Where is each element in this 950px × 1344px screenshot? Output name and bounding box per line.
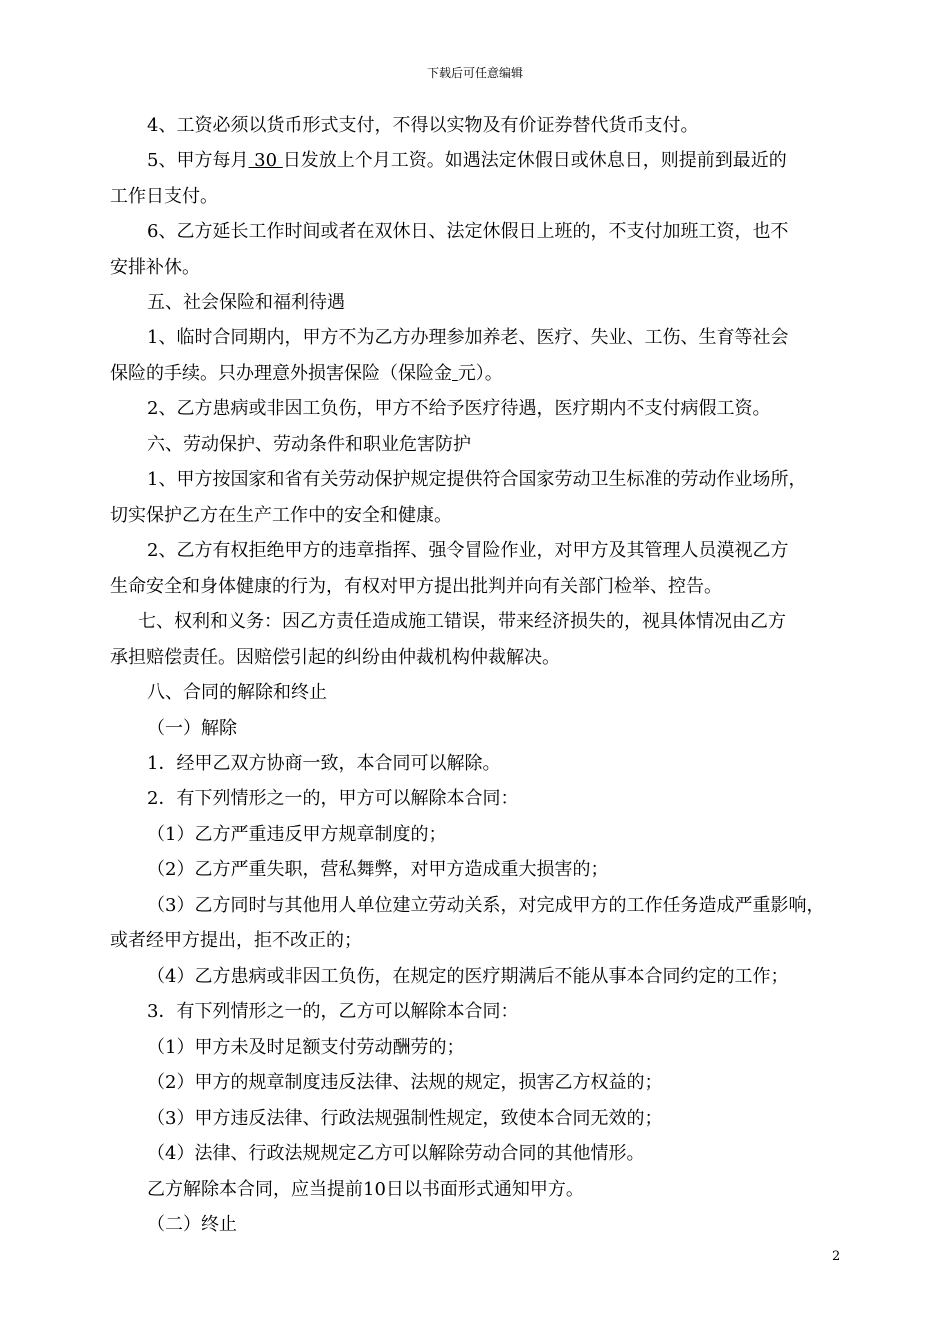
list-item: （3）乙方同时与其他用人单位建立劳动关系，对完成甲方的工作任务造成严重影响，: [147, 895, 825, 916]
paragraph-workplace-cont: 切实保护乙方在生产工作中的安全和健康。: [110, 505, 452, 526]
paragraph-overtime-cont: 安排补休。: [110, 257, 200, 278]
paragraph-sick-leave: 2、乙方患病或非因工负伤，甲方不给予医疗待遇，医疗期内不支付病假工资。: [147, 398, 771, 419]
paragraph-party-b-conditions: 3．有下列情形之一的，乙方可以解除本合同：: [147, 1001, 519, 1022]
paragraph-mutual-agreement: 1．经甲乙双方协商一致，本合同可以解除。: [147, 753, 501, 774]
paragraph-party-a-conditions: 2．有下列情形之一的，甲方可以解除本合同：: [147, 788, 519, 809]
paragraph-pay-date: [147, 143, 882, 179]
list-item: （2）甲方的规章制度违反法律、法规的规定，损害乙方权益的；: [147, 1072, 663, 1093]
paragraph-refuse-orders: 2、乙方有权拒绝甲方的违章指挥、强令冒险作业，对甲方及其管理人员漠视乙方: [147, 540, 789, 561]
paragraph-workplace: 1、甲方按国家和省有关劳动保护规定提供符合国家劳动卫生标准的劳动作业场所，: [147, 469, 807, 490]
pay-day-blank: 30: [248, 150, 283, 171]
paragraph-refuse-orders-cont: 生命安全和身体健康的行为，有权对甲方提出批判并向有关部门检举、控告。: [110, 576, 722, 597]
text-segment: 元）。: [457, 363, 503, 384]
paragraph-notice-period: 乙方解除本合同，应当提前10日以书面形式通知甲方。: [147, 1179, 584, 1200]
list-item: （4）乙方患病或非因工负伤，在规定的医疗期满后不能从事本合同约定的工作；: [147, 966, 789, 987]
section-heading-labor-protection: 六、劳动保护、劳动条件和职业危害防护: [147, 434, 471, 455]
section-rights-duties-cont: 承担赔偿责任。因赔偿引起的纠纷由仲裁机构仲裁解决。: [110, 647, 560, 668]
text-segment: 5、甲方每月: [147, 150, 249, 171]
paragraph-overtime: 6、乙方延长工作时间或者在双休日、法定休假日上班的，不支付加班工资，也不: [147, 221, 789, 242]
section-rights-duties: 七、权利和义务：因乙方责任造成施工错误，带来经济损失的，视具体情况由乙方: [138, 611, 786, 632]
subheading-dissolution: （一）解除: [147, 718, 237, 739]
paragraph-pay-date-cont: 工作日支付。: [110, 186, 218, 207]
section-heading-termination: 八、合同的解除和终止: [147, 682, 327, 703]
list-item: （1）乙方严重违反甲方规章制度的；: [147, 824, 447, 845]
subheading-termination: （二）终止: [147, 1214, 237, 1235]
list-item: （4）法律、行政法规规定乙方可以解除劳动合同的其他情形。: [147, 1143, 645, 1164]
list-item: （2）乙方严重失职，营私舞弊，对甲方造成重大损害的；: [147, 859, 609, 880]
paragraph-insurance: 1、临时合同期内，甲方不为乙方办理参加养老、医疗、失业、工伤、生育等社会: [147, 327, 789, 348]
list-item: （3）甲方违反法律、行政法规强制性规定，致使本合同无效的；: [147, 1108, 663, 1129]
paragraph-insurance-cont: [110, 356, 845, 392]
list-item-cont: 或者经甲方提出，拒不改正的；: [110, 930, 362, 951]
page-number: 2: [832, 1249, 841, 1264]
list-item: （1）甲方未及时足额支付劳动酬劳的；: [147, 1037, 465, 1058]
section-heading-social-insurance: 五、社会保险和福利待遇: [147, 292, 345, 313]
header-note: 下载后可任意编辑: [426, 66, 523, 80]
text-segment: 保险的手续。只办理意外损害保险（保险金: [110, 363, 452, 384]
paragraph-wage-currency: 4、工资必须以货币形式支付，不得以实物及有价证券替代货币支付。: [147, 115, 699, 136]
text-segment: 日发放上个月工资。如遇法定休假日或休息日，则提前到最近的: [282, 150, 787, 171]
